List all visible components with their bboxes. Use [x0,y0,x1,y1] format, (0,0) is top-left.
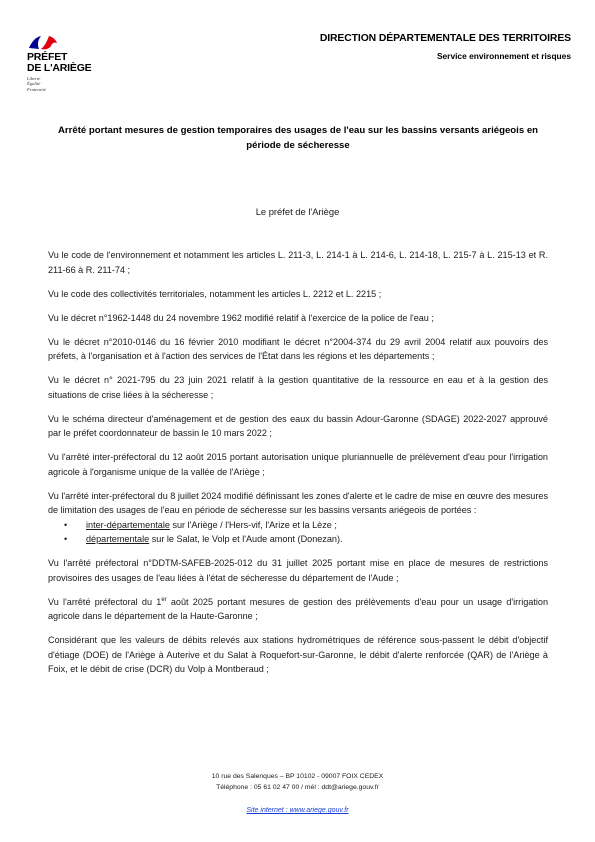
service-name: Service environnement et risques [436,51,571,61]
visa-paragraph [48,595,548,624]
direction-title: DIRECTION DÉPARTEMENTALE DES TERRITOIRES [319,33,571,44]
motto-liberte: Liberté [27,76,41,81]
bullet-icon: • [64,534,68,544]
page-footer [0,771,595,816]
document-title: Arrêté portant mesures de gestion temporaires des usages de l'eau sur les bassins versants ariégeois en période de sécheresse [57,125,539,151]
issuing-department [320,33,571,61]
bullet-icon: • [64,519,68,530]
prefecture-line-1: PRÉFET [27,51,68,63]
marianne-logo-icon [27,34,59,50]
footer-contact: Téléphone : 05 61 02 47 00 / mél : ddt@ariege.gouv.fr [216,784,379,791]
republic-motto [27,76,107,92]
visa-text-start: Vu l'arrêté préfectoral du 1 [48,596,162,607]
ordinal-superscript: er [161,596,167,603]
prefecture-line-2: DE L'ARIÈGE [27,61,92,74]
list-item [48,532,548,547]
visa-paragraph: Vu le code de l'environnement et notamment les articles L. 211-3, L. 214-1 à L. 214-6, L. 214-18, L. 215-7 à L. 215-13 et R. 211-66 à R. 211-74 ; [48,250,548,275]
visa-paragraph: Vu l'arrêté préfectoral n°DDTM-SAFEB-2025-012 du 31 juillet 2025 portant mise en place de mesures de restrictions provisoires des usages de l'eau liées à l'état de sécheresse du département de l'Aude ; [48,558,548,583]
document-body [48,248,548,686]
prefet-heading: Le préfet de l'Ariège [255,206,340,217]
scope-list [48,518,548,547]
visa-text-end: août 2025 portant mesures de gestion des prélèvements d'eau pour un usage d'irrigation agricole dans le département de la Haute-Garonne ; [48,596,549,621]
motto-fraternite: Fraternité [27,86,46,92]
list-item [48,518,548,533]
considerant-paragraph: Considérant que les valeurs de débits relevés aux stations hydrométriques de référence sous-passent le débit d'objectif d'étiage (DOE) de l'Ariège à Auterive et du Salat à Roquefort-sur-Garonne, le débit d'alerte renforcée (QAR) de l'Ariège à Foix, et le débit de crise (DCR) du Volp à Montberaud ; [48,635,548,674]
motto-egalite: Égalité [27,81,41,87]
prefecture-logo [27,34,107,92]
visa-paragraph: Vu l'arrêté inter-préfectoral du 8 juillet 2024 modifié définissant les zones d'alerte et le cadre de mise en œuvre des mesures de limitation des usages de l'eau en période de sécheresse sur les bassins versants ariégeois de portées : [48,490,548,515]
footer-address: 10 rue des Salenques – BP 10102 - 09007 FOIX CEDEX [211,773,384,780]
scope-detail: sur l'Ariège / l'Hers-vif, l'Arize et la Lèze ; [169,519,337,530]
prefecture-name [27,52,107,73]
visa-paragraph: Vu le décret n°1962-1448 du 24 novembre 1962 modifié relatif à l'exercice de la police de l'eau ; [48,312,434,323]
visa-paragraph: Vu le schéma directeur d'aménagement et de gestion des eaux du bassin Adour-Garonne (SDAGE) 2022-2027 approuvé par le préfet coordonnateur de bassin le 10 mars 2022 ; [48,413,548,438]
visa-paragraph: Vu le décret n° 2021-795 du 23 juin 2021 relatif à la gestion quantitative de la ressource en eau et à la gestion des situations de crise liées à la sécheresse ; [48,375,548,400]
visa-paragraph: Vu le décret n°2010-0146 du 16 février 2010 modifiant le décret n°2004-374 du 29 avril 2004 relatif aux pouvoirs des préfets, à l'organisation et à l'action des services de l'État dans les régions et les départements ; [48,336,548,361]
scope-detail: sur le Salat, le Volp et l'Aude amont (Donezan). [149,534,343,544]
scope-term: départementale [86,534,150,544]
scope-term: inter-départementale [86,519,170,530]
website-link[interactable]: Site internet : www.ariege.gouv.fr [246,807,349,814]
visa-paragraph: Vu l'arrêté inter-préfectoral du 12 août 2015 portant autorisation unique pluriannuelle de prélèvement d'eau pour l'irrigation agricole à l'organisme unique de la vallée de l'Ariège ; [48,452,548,477]
visa-paragraph: Vu le code des collectivités territoriales, notamment les articles L. 2212 et L. 2215 ; [48,288,382,299]
